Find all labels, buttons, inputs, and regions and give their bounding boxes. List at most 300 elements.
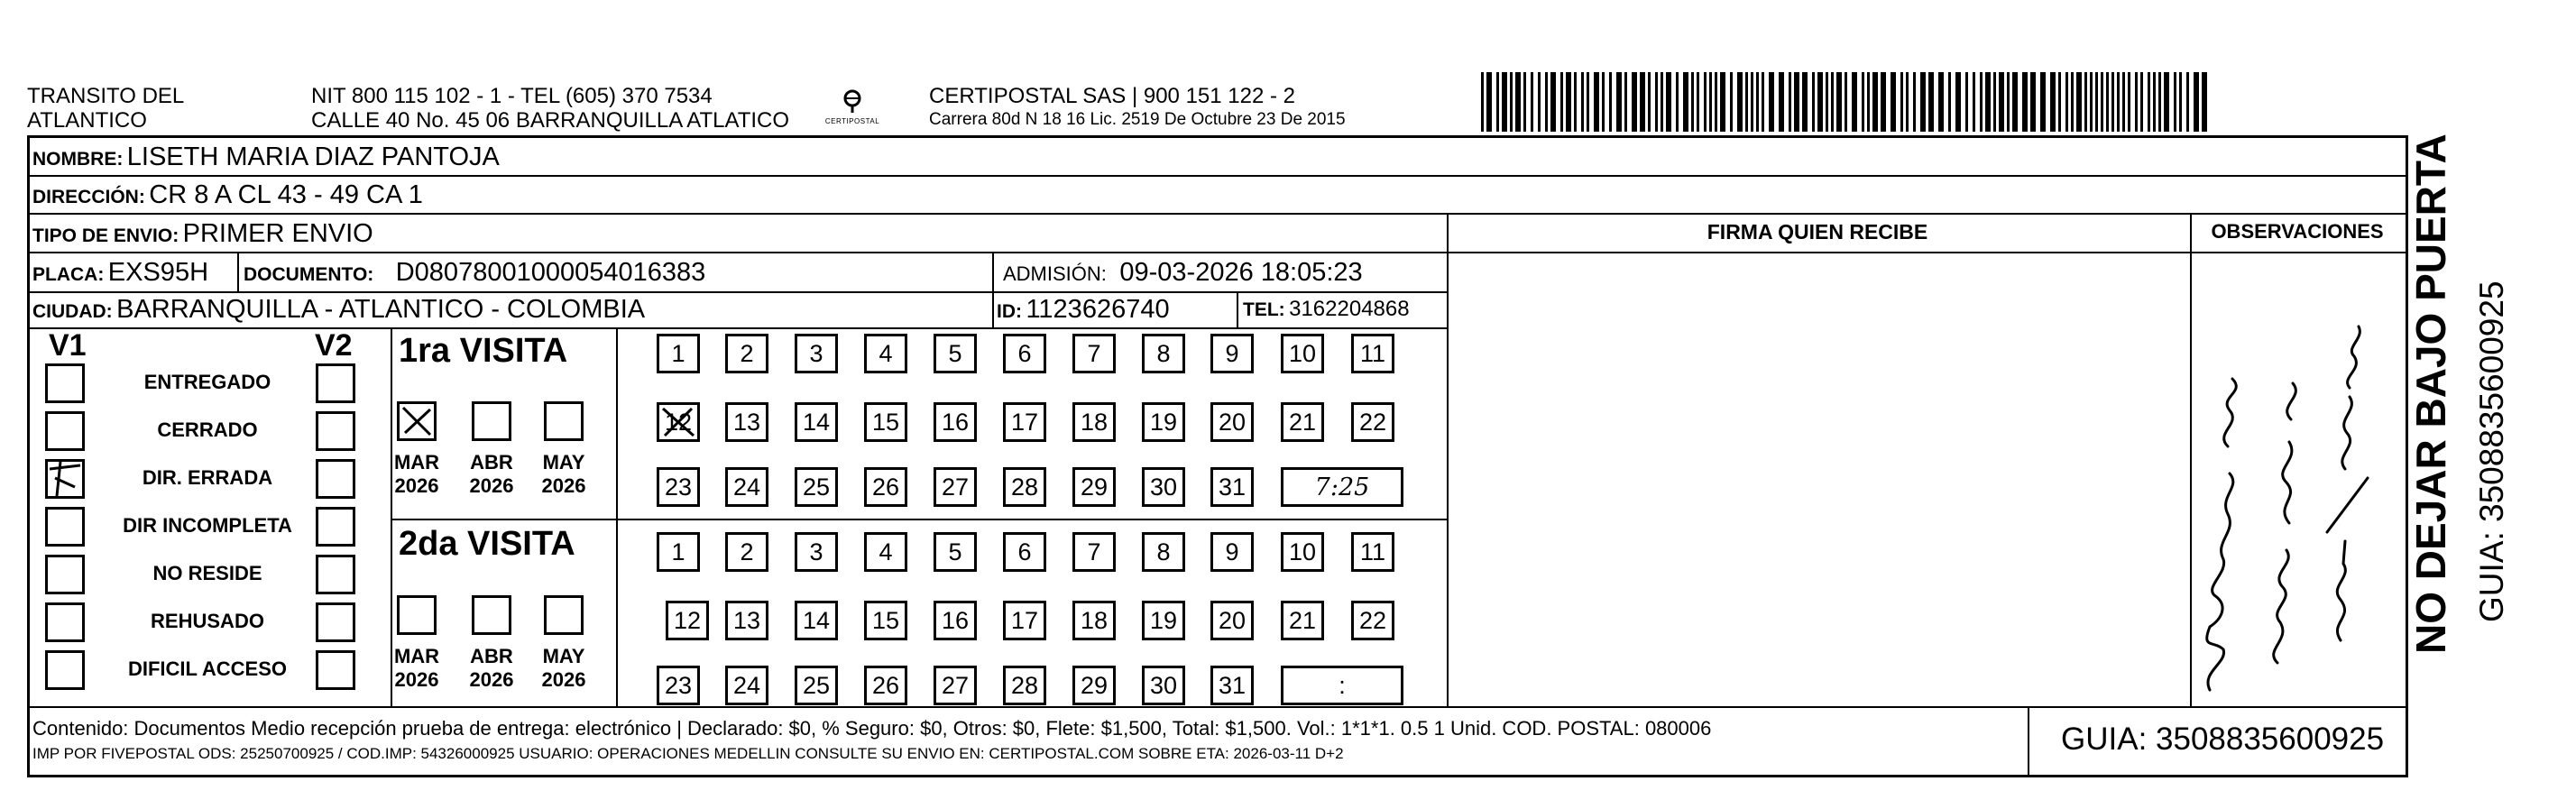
barcode-bar [2202, 72, 2207, 132]
day-number: 21 [1288, 607, 1317, 634]
v1-checkbox[interactable] [45, 507, 85, 547]
day-number: 18 [1080, 409, 1109, 436]
month-year: 2026 [469, 668, 514, 691]
v2-checkbox[interactable] [316, 602, 355, 642]
barcode-bar [1691, 72, 1694, 132]
day-31-second[interactable] [1210, 666, 1254, 705]
barcode-bar [2174, 72, 2176, 132]
v2-checkbox[interactable] [316, 650, 355, 690]
day-number: 9 [1225, 340, 1239, 367]
barcode-bar [1789, 72, 1791, 132]
barcode-bar [1769, 72, 1774, 132]
barcode-bar [2050, 72, 2056, 132]
day-number: 22 [1358, 607, 1387, 634]
day-number: 29 [1080, 473, 1109, 501]
barcode-bar [1836, 72, 1842, 132]
day-number: 8 [1156, 538, 1171, 565]
barcode-bar [1704, 72, 1707, 132]
barcode [1481, 72, 2213, 132]
day-15-second[interactable] [864, 601, 907, 640]
barcode-bar [1948, 72, 1951, 132]
day-10-second[interactable] [1281, 532, 1324, 572]
day-22-second[interactable] [1351, 601, 1394, 640]
day-number: 28 [1010, 672, 1039, 699]
day-number: 19 [1149, 409, 1178, 436]
day-5-first[interactable] [934, 334, 977, 373]
barcode-bar [1715, 72, 1717, 132]
barcode-bar [2030, 72, 2036, 132]
month-year: 2026 [541, 668, 586, 691]
barcode-bar [1999, 72, 2004, 132]
side-guia-number: GUIA: 3508835600925 [2473, 280, 2510, 622]
barcode-bar [2179, 72, 2182, 132]
v1-checkbox[interactable] [45, 411, 85, 451]
certipostal-logo [812, 83, 893, 133]
day-number: 26 [871, 672, 900, 699]
barcode-bar [2095, 72, 2098, 132]
day-3-second[interactable] [795, 532, 838, 572]
v2-checkbox[interactable] [316, 507, 355, 547]
day-9-first[interactable] [1210, 334, 1254, 373]
barcode-bar [2135, 72, 2138, 132]
barcode-bar [1624, 72, 1627, 132]
month-name: MAY [542, 451, 585, 473]
day-number: 30 [1149, 672, 1178, 699]
month-checkbox-abr[interactable] [472, 595, 511, 635]
barcode-bar [2106, 72, 2109, 132]
barcode-bar [1920, 72, 1926, 132]
tel-field [1243, 294, 1410, 327]
month-name: MAR [393, 451, 440, 473]
barcode-bar [2148, 72, 2150, 132]
month-checkbox-may[interactable] [544, 595, 584, 635]
day-number: 19 [1149, 607, 1178, 634]
tel-label: TEL: [1243, 299, 1285, 320]
day-8-first[interactable] [1142, 334, 1185, 373]
month-checkbox-mar[interactable] [397, 401, 437, 441]
day-number: 1 [671, 538, 685, 565]
day-25-second[interactable] [795, 666, 838, 705]
month-label [465, 645, 518, 692]
day-24-second[interactable] [725, 666, 768, 705]
observaciones-header: OBSERVACIONES [2211, 220, 2384, 243]
barcode-bar [1486, 72, 1492, 132]
barcode-bar [1666, 72, 1671, 132]
barcode-bar [2186, 72, 2189, 132]
day-21-first[interactable] [1281, 402, 1324, 442]
no-dejar-notice: NO DEJAR BAJO PUERTA [2407, 133, 2454, 654]
barcode-bar [1661, 72, 1663, 132]
barcode-bar [2071, 72, 2074, 132]
day-16-second[interactable] [934, 601, 977, 640]
day-13-second[interactable] [725, 601, 768, 640]
barcode-bar [1762, 72, 1764, 132]
day-number: 12 [673, 607, 702, 634]
id-field [997, 294, 1170, 329]
barcode-bar [1928, 72, 1934, 132]
day-number: 29 [1080, 672, 1109, 699]
month-checkbox-abr[interactable] [472, 401, 511, 441]
logo-text: CERTIPOSTAL [824, 117, 880, 125]
day-29-first[interactable] [1072, 467, 1116, 507]
v2-checkbox[interactable] [316, 363, 355, 403]
nombre-value: LISETH MARIA DIAZ PANTOJA [126, 142, 500, 171]
barcode-bar [1993, 72, 1996, 132]
day-9-second[interactable] [1210, 532, 1254, 572]
day-25-first[interactable] [795, 467, 838, 507]
status-label: CERRADO [157, 418, 258, 441]
second-visit-title: 2da VISITA [399, 525, 575, 563]
day-17-first[interactable] [1003, 402, 1046, 442]
day-number: 6 [1017, 340, 1032, 367]
month-checkbox-mar[interactable] [397, 595, 437, 635]
day-15-first[interactable] [864, 402, 907, 442]
barcode-bar [2158, 72, 2161, 132]
day-11-first[interactable] [1351, 334, 1394, 373]
barcode-bar [2101, 72, 2103, 132]
barcode-bar [1566, 72, 1571, 132]
day-number: 25 [802, 473, 831, 501]
barcode-bar [1737, 72, 1743, 132]
courier-info [929, 84, 1346, 130]
month-year: 2026 [394, 668, 439, 691]
day-number: 2 [740, 340, 754, 367]
month-name: MAY [542, 645, 585, 667]
id-label: ID: [997, 301, 1022, 322]
day-12-first[interactable] [657, 402, 700, 442]
day-18-second[interactable] [1072, 601, 1116, 640]
day-number: 13 [732, 409, 761, 436]
day-7-second[interactable] [1072, 532, 1116, 572]
day-1-first[interactable] [657, 334, 700, 373]
barcode-bar [2084, 72, 2087, 132]
day-5-second[interactable] [934, 532, 977, 572]
day-check-mark [659, 405, 697, 439]
day-22-first[interactable] [1351, 402, 1394, 442]
month-year: 2026 [394, 474, 439, 497]
barcode-bar [1523, 72, 1526, 132]
day-4-first[interactable] [864, 334, 907, 373]
day-2-second[interactable] [725, 532, 768, 572]
day-number: 30 [1149, 473, 1178, 501]
direccion-value: CR 8 A CL 43 - 49 CA 1 [149, 180, 423, 209]
day-4-second[interactable] [864, 532, 907, 572]
day-23-first[interactable] [657, 467, 700, 507]
v1-checkbox[interactable] [45, 650, 85, 690]
barcode-bar [2022, 72, 2028, 132]
placa-label: PLACA: [32, 264, 105, 285]
barcode-bar [2007, 72, 2010, 132]
tipo-envio-label: TIPO DE ENVIO: [32, 225, 179, 246]
barcode-bar [1794, 72, 1799, 132]
day-3-first[interactable] [795, 334, 838, 373]
barcode-bar [2122, 72, 2125, 132]
day-21-second[interactable] [1281, 601, 1324, 640]
v2-checkbox[interactable] [316, 555, 355, 594]
day-number: 22 [1358, 409, 1387, 436]
day-number: 27 [941, 672, 970, 699]
day-number: 11 [1359, 340, 1386, 367]
barcode-bar [1938, 72, 1944, 132]
barcode-bar [1913, 72, 1916, 132]
month-label [391, 645, 443, 692]
day-number: 15 [871, 409, 900, 436]
day-number: 4 [879, 340, 893, 367]
barcode-bar [1720, 72, 1725, 132]
v1-label: V1 [49, 328, 87, 363]
barcode-bar [1502, 72, 1507, 132]
day-number: 5 [948, 340, 962, 367]
barcode-bar [1872, 72, 1878, 132]
barcode-bar [1955, 72, 1961, 132]
barcode-bar [2040, 72, 2046, 132]
barcode-bar [1867, 72, 1870, 132]
status-label: DIR INCOMPLETA [123, 514, 292, 537]
month-year: 2026 [541, 474, 586, 497]
day-11-second[interactable] [1351, 532, 1394, 572]
day-16-first[interactable] [934, 402, 977, 442]
barcode-bar [2117, 72, 2120, 132]
day-number: 10 [1288, 340, 1317, 367]
barcode-bar [1550, 72, 1556, 132]
day-26-first[interactable] [864, 467, 907, 507]
v2-label: V2 [315, 328, 353, 363]
time-value: : [1339, 672, 1346, 699]
v1-checkbox[interactable] [45, 459, 85, 499]
barcode-bar [2012, 72, 2018, 132]
barcode-bar [1574, 72, 1577, 132]
day-31-first[interactable] [1210, 467, 1254, 507]
barcode-bar [2140, 72, 2143, 132]
day-28-first[interactable] [1003, 467, 1046, 507]
id-value: 1123626740 [1026, 295, 1170, 324]
barcode-bar [1510, 72, 1513, 132]
day-number: 2 [740, 538, 754, 565]
barcode-bar [1676, 72, 1679, 132]
day-26-second[interactable] [864, 666, 907, 705]
day-20-second[interactable] [1210, 601, 1254, 640]
barcode-bar [1587, 72, 1589, 132]
month-label [465, 451, 518, 498]
day-number: 6 [1017, 538, 1032, 565]
issuer-line-2: ATLANTICO [27, 108, 147, 133]
day-number: 24 [732, 672, 761, 699]
month-name: ABR [470, 645, 513, 667]
documento-value: D08078001000054016383 [395, 258, 706, 287]
day-number: 9 [1225, 538, 1239, 565]
day-number: 15 [871, 607, 900, 634]
second-visit-time[interactable] [1281, 666, 1403, 705]
barcode-bar [2194, 72, 2199, 132]
barcode-bar [1973, 72, 1975, 132]
day-27-second[interactable] [934, 666, 977, 705]
barcode-bar [1683, 72, 1688, 132]
day-19-second[interactable] [1142, 601, 1185, 640]
day-14-first[interactable] [795, 402, 838, 442]
first-visit-time[interactable] [1281, 467, 1403, 507]
barcode-bar [1745, 72, 1748, 132]
day-number: 16 [941, 607, 970, 634]
day-number: 14 [802, 607, 831, 634]
signature-area[interactable] [1448, 253, 2187, 703]
v2-checkbox[interactable] [316, 459, 355, 499]
day-24-first[interactable] [725, 467, 768, 507]
admision-label: ADMISIÓN: [1003, 262, 1107, 285]
day-number: 25 [802, 672, 831, 699]
month-checkbox-may[interactable] [544, 401, 584, 441]
barcode-bar [2128, 72, 2130, 132]
nit-line: NIT 800 115 102 - 1 - TEL (605) 370 7534 [311, 84, 713, 108]
day-number: 5 [948, 538, 962, 565]
side-guia [2473, 135, 2518, 777]
barcode-bar [1594, 72, 1599, 132]
time-value: 7:25 [1314, 473, 1370, 501]
direccion-row [32, 179, 423, 215]
ciudad-label: CIUDAD: [32, 301, 113, 322]
barcode-bar [1900, 72, 1903, 132]
v1-checkbox[interactable] [45, 363, 85, 403]
barcode-bar [1751, 72, 1753, 132]
day-number: 8 [1156, 340, 1171, 367]
day-28-second[interactable] [1003, 666, 1046, 705]
admision-value: 09-03-2026 18:05:23 [1119, 258, 1363, 287]
day-number: 31 [1218, 672, 1247, 699]
barcode-bar [1845, 72, 1847, 132]
day-13-first[interactable] [725, 402, 768, 442]
barcode-bar [1852, 72, 1857, 132]
barcode-bar [2111, 72, 2114, 132]
day-number: 17 [1010, 607, 1039, 634]
day-8-second[interactable] [1142, 532, 1185, 572]
barcode-bar [1560, 72, 1563, 132]
day-number: 13 [732, 607, 761, 634]
barcode-bar [1985, 72, 1991, 132]
barcode-bar [1697, 72, 1699, 132]
tel-value: 3162204868 [1289, 297, 1410, 321]
day-number: 14 [802, 409, 831, 436]
v2-checkbox[interactable] [316, 411, 355, 451]
handwritten-observation [2174, 262, 2399, 712]
day-1-second[interactable] [657, 532, 700, 572]
v1-checkbox[interactable] [45, 555, 85, 594]
day-number: 23 [664, 473, 693, 501]
day-number: 20 [1218, 409, 1247, 436]
day-number: 7 [1087, 538, 1101, 565]
month-label [538, 645, 590, 692]
day-20-first[interactable] [1210, 402, 1254, 442]
documento-field [244, 257, 705, 292]
status-label: DIFICIL ACCESO [127, 657, 287, 680]
courier-line-2: Carrera 80d N 18 16 Lic. 2519 De Octubre 23 De 2015 [929, 110, 1346, 129]
status-label: ENTREGADO [143, 371, 271, 393]
day-number: 24 [732, 473, 761, 501]
day-23-second[interactable] [657, 666, 700, 705]
footer-content: Contenido: Documentos Medio recepción prueba de entrega: electrónico | Declarado: $0, % Seguro: $0, Otros: $0, Flete: $1,500, Total: $1,500. Vol.: 1*1*1. 0.5 1 Unid. COD. POSTAL: 080006 [32, 717, 1712, 740]
barcode-bar [1545, 72, 1548, 132]
month-label [391, 451, 443, 498]
day-29-second[interactable] [1072, 666, 1116, 705]
barcode-bar [1802, 72, 1808, 132]
courier-line-1: CERTIPOSTAL SAS | 900 151 122 - 2 [929, 84, 1295, 108]
v1-checkbox[interactable] [45, 602, 85, 642]
day-7-first[interactable] [1072, 334, 1116, 373]
ciudad-value: BARRANQUILLA - ATLANTICO - COLOMBIA [116, 295, 646, 324]
admision-field [1003, 257, 1363, 292]
day-12-second[interactable] [666, 601, 709, 640]
day-number: 26 [871, 473, 900, 501]
day-14-second[interactable] [795, 601, 838, 640]
day-2-first[interactable] [725, 334, 768, 373]
barcode-bar [2164, 72, 2169, 132]
ciudad-field [32, 294, 645, 329]
status-label: NO RESIDE [152, 562, 262, 584]
barcode-bar [1862, 72, 1864, 132]
barcode-bar [1980, 72, 1983, 132]
placa-field [32, 257, 208, 292]
day-number: 3 [809, 538, 823, 565]
barcode-bar [2076, 72, 2082, 132]
status-label: DIR. ERRADA [142, 466, 273, 489]
day-number: 12 [664, 409, 693, 436]
month-name: MAR [393, 645, 440, 667]
barcode-bar [2058, 72, 2061, 132]
barcode-bar [1779, 72, 1784, 132]
day-6-second[interactable] [1003, 532, 1046, 572]
issuer-line-1: TRANSITO DEL [27, 84, 185, 108]
barcode-bar [1655, 72, 1658, 132]
day-17-second[interactable] [1003, 601, 1046, 640]
day-10-first[interactable] [1281, 334, 1324, 373]
day-30-second[interactable] [1142, 666, 1185, 705]
day-number: 3 [809, 340, 823, 367]
day-number: 1 [671, 340, 685, 367]
barcode-bar [1609, 72, 1612, 132]
barcode-bar [1826, 72, 1828, 132]
day-number: 27 [941, 473, 970, 501]
day-6-first[interactable] [1003, 334, 1046, 373]
direccion-label: DIRECCIÓN: [32, 187, 145, 207]
barcode-bar [1538, 72, 1541, 132]
barcode-bar [1817, 72, 1823, 132]
barcode-bar [1881, 72, 1886, 132]
day-19-first[interactable] [1142, 402, 1185, 442]
barcode-bar [2153, 72, 2156, 132]
nombre-row [32, 142, 500, 177]
barcode-bar [1531, 72, 1533, 132]
barcode-bar [1648, 72, 1651, 132]
day-number: 10 [1288, 538, 1317, 565]
barcode-bar [1709, 72, 1712, 132]
barcode-bar [1891, 72, 1896, 132]
day-27-first[interactable] [934, 467, 977, 507]
side-notice [2408, 135, 2473, 777]
day-number: 11 [1359, 538, 1386, 565]
barcode-bar [1812, 72, 1815, 132]
day-number: 31 [1218, 473, 1247, 501]
day-number: 20 [1218, 607, 1247, 634]
barcode-bar [1616, 72, 1622, 132]
month-label [538, 451, 590, 498]
day-18-first[interactable] [1072, 402, 1116, 442]
barcode-bar [2090, 72, 2093, 132]
firma-header: FIRMA QUIEN RECIBE [1707, 220, 1928, 244]
day-30-first[interactable] [1142, 467, 1185, 507]
tipo-envio-row [32, 218, 373, 253]
day-number: 21 [1288, 409, 1317, 436]
barcode-bar [1756, 72, 1759, 132]
placa-value: EXS95H [107, 258, 209, 287]
status-label: REHUSADO [151, 610, 264, 632]
